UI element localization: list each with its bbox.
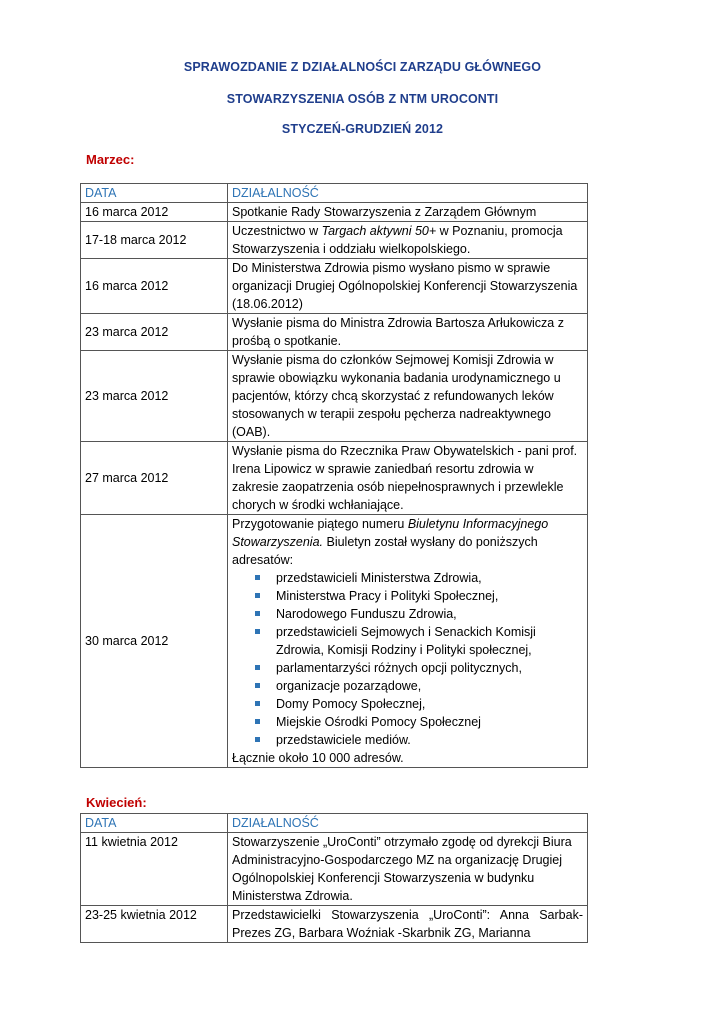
- row-date: 16 marca 2012: [81, 259, 228, 314]
- row-date: 23-25 kwietnia 2012: [81, 906, 228, 943]
- list-item: organizacje pozarządowe,: [272, 677, 583, 695]
- column-header-activity: DZIAŁALNOŚĆ: [228, 184, 588, 203]
- table-header-row: [81, 184, 588, 203]
- square-bullet-icon: [255, 701, 260, 706]
- row-activity: Wysłanie pisma do Rzecznika Praw Obywatelskich - pani prof. Irena Lipowicz w sprawie zaniedbań resortu zdrowia w zakresie zaopatrzenia osób niepełnosprawnych i przewlekle chorych w środki wchłaniające.: [228, 442, 588, 515]
- row-activity: Wysłanie pisma do Ministra Zdrowia Bartosza Arłukowicza z prośbą o spotkanie.: [228, 314, 588, 351]
- list-item: parlamentarzyści różnych opcji politycznych,: [272, 659, 583, 677]
- row-date: 23 marca 2012: [81, 351, 228, 442]
- event-name: Targach aktywni 50+: [321, 224, 437, 238]
- report-title-line-1: SPRAWOZDANIE Z DZIAŁALNOŚCI ZARZĄDU GŁÓWNEGO: [183, 60, 542, 74]
- row-activity: Spotkanie Rady Stowarzyszenia z Zarządem Głównym: [228, 203, 588, 222]
- column-header-activity: DZIAŁALNOŚĆ: [228, 814, 588, 833]
- section-heading-march: Marzec:: [86, 152, 135, 167]
- report-title-line-2: STOWARZYSZENIA OSÓB Z NTM UROCONTI: [226, 92, 499, 106]
- row-date: 23 marca 2012: [81, 314, 228, 351]
- bulletin-intro: Przygotowanie piątego numeru Biuletynu Informacyjnego Stowarzyszenia. Biuletyn został wysłany do poniższych adresatów:: [232, 517, 549, 567]
- table-row: [81, 351, 588, 442]
- report-title-line-3: STYCZEŃ-GRUDZIEŃ 2012: [281, 122, 444, 136]
- row-date: 17-18 marca 2012: [81, 222, 228, 259]
- table-row: [81, 515, 588, 768]
- row-activity: [228, 515, 588, 768]
- list-item: Narodowego Funduszu Zdrowia,: [272, 605, 583, 623]
- section-heading-april: Kwiecień:: [86, 795, 147, 810]
- square-bullet-icon: [255, 737, 260, 742]
- march-activity-table: [80, 183, 588, 768]
- row-activity: Do Ministerstwa Zdrowia pismo wysłano pismo w sprawie organizacji Drugiej Ogólnopolskiej Konferencji Stowarzyszenia (18.06.2012): [228, 259, 588, 314]
- row-activity: Stowarzyszenie „UroConti” otrzymało zgodę od dyrekcji Biura Administracyjno-Gospodarczego MZ na organizację Drugiej Ogólnopolskiej Konferencji Stowarzyszenia w budynku Ministerstwa Zdrowia.: [228, 833, 588, 906]
- row-activity: Uczestnictwo w Targach aktywni 50+ w Poznaniu, promocja Stowarzyszenia i oddziału wielkopolskiego.: [228, 222, 588, 259]
- square-bullet-icon: [255, 575, 260, 580]
- square-bullet-icon: [255, 593, 260, 598]
- row-date: 27 marca 2012: [81, 442, 228, 515]
- bulletin-total: Łącznie około 10 000 adresów.: [232, 751, 404, 765]
- row-date: 16 marca 2012: [81, 203, 228, 222]
- table-row: [81, 203, 588, 222]
- bulletin-title: Biuletynu Informacyjnego Stowarzyszenia.: [232, 517, 549, 549]
- table-row: [81, 442, 588, 515]
- square-bullet-icon: [255, 611, 260, 616]
- square-bullet-icon: [255, 629, 260, 634]
- row-activity: Przedstawicielki Stowarzyszenia „UroConti”: Anna Sarbak-Prezes ZG, Barbara Woźniak -Skarbnik ZG, Marianna: [228, 906, 588, 943]
- recipient-list: [232, 569, 583, 749]
- row-activity: Wysłanie pisma do członków Sejmowej Komisji Zdrowia w sprawie obowiązku wykonania badania urodynamicznego u pacjentów, którzy chcą skorzystać z refundowanych leków stosowanych w terapii zespołu pęcherza nadreaktywnego (OAB).: [228, 351, 588, 442]
- square-bullet-icon: [255, 683, 260, 688]
- list-item: przedstawicieli Ministerstwa Zdrowia,: [272, 569, 583, 587]
- list-item: Domy Pomocy Społecznej,: [272, 695, 583, 713]
- column-header-date: DATA: [81, 814, 228, 833]
- table-row: [81, 259, 588, 314]
- list-item: przedstawicieli Sejmowych i Senackich Komisji Zdrowia, Komisji Rodziny i Polityki społecznej,: [272, 623, 583, 659]
- row-date: 11 kwietnia 2012: [81, 833, 228, 906]
- list-item: Ministerstwa Pracy i Polityki Społecznej,: [272, 587, 583, 605]
- square-bullet-icon: [255, 719, 260, 724]
- list-item: przedstawiciele mediów.: [272, 731, 583, 749]
- row-date: 30 marca 2012: [81, 515, 228, 768]
- table-row: [81, 833, 588, 906]
- table-row: [81, 222, 588, 259]
- april-activity-table: [80, 813, 588, 943]
- table-header-row: [81, 814, 588, 833]
- column-header-date: DATA: [81, 184, 228, 203]
- square-bullet-icon: [255, 665, 260, 670]
- table-row: [81, 314, 588, 351]
- table-row: [81, 906, 588, 943]
- list-item: Miejskie Ośrodki Pomocy Społecznej: [272, 713, 583, 731]
